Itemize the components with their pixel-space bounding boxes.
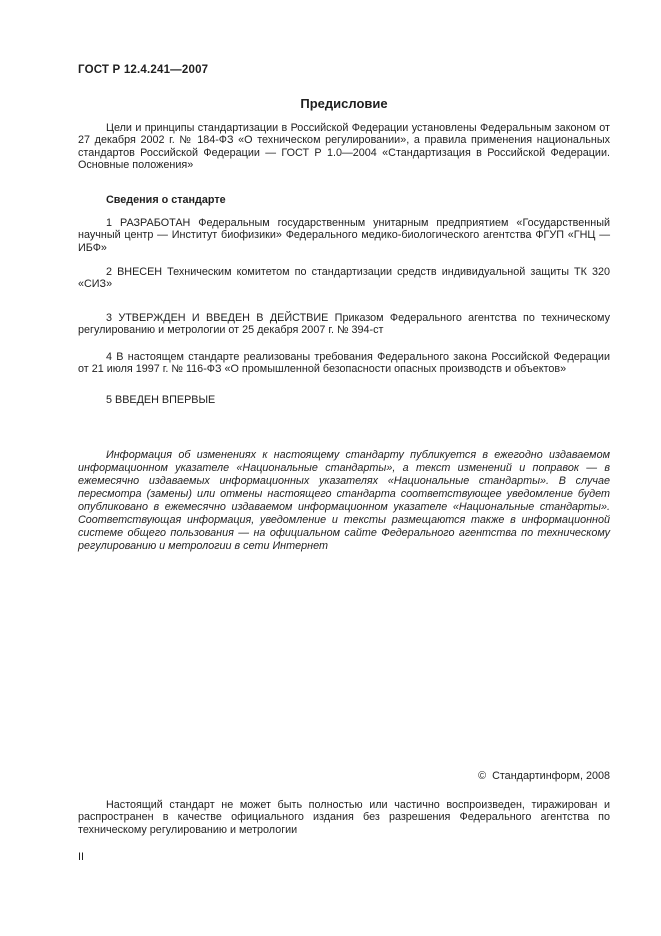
reproduction-notice: Настоящий стандарт не может быть полностью или частично воспроизведен, тиражирован и распространен в качестве официального издания без разрешения Федерального агентства по техническому регулированию и метрологии	[78, 799, 610, 836]
page-number: II	[78, 851, 84, 863]
amendments-note: Информация об изменениях к настоящему стандарту публикуется в ежегодно издаваемом информационном указателе «Национальные стандарты», а текст изменений и поправок — в ежемесячно издаваемых информационных указателях «Национальные стандарты». В случае пересмотра (замены) или отмены настоящего стандарта соответствующее уведомление будет опубликовано в ежемесячно издаваемом информационном указателе «Национальные стандарты». Соответствующая информация, уведомление и тексты размещаются также в информационной системе общего пользования — на официальном сайте Федерального агентства по техническому регулированию и метрологии в сети Интернет	[78, 449, 610, 552]
standard-info-item-3: 3 УТВЕРЖДЕН И ВВЕДЕН В ДЕЙСТВИЕ Приказом Федерального агентства по техническому регулированию и метрологии от 25 декабря 2007 г. № 394-ст	[78, 312, 610, 337]
copyright-line: © Стандартинформ, 2008	[478, 770, 610, 782]
section-heading: Сведения о стандарте	[106, 194, 226, 206]
doc-code-header: ГОСТ Р 12.4.241—2007	[78, 64, 209, 76]
standard-info-item-2: 2 ВНЕСЕН Техническим комитетом по стандартизации средств индивидуальной защиты ТК 320 «СИЗ»	[78, 266, 610, 291]
standard-info-item-5: 5 ВВЕДЕН ВПЕРВЫЕ	[106, 394, 216, 406]
intro-paragraph: Цели и принципы стандартизации в Российской Федерации установлены Федеральным законом от 27 декабря 2002 г. № 184-ФЗ «О техническом регулировании», а правила применения национальных стандартов Российской Федерации — ГОСТ Р 1.0—2004 «Стандартизация в Российской Федерации. Основные положения»	[78, 122, 610, 172]
page-title: Предисловие	[300, 96, 388, 111]
standard-info-item-1: 1 РАЗРАБОТАН Федеральным государственным унитарным предприятием «Государственный научный центр — Институт биофизики» Федерального медико-биологического агентства ФГУП «ГНЦ — ИБФ»	[78, 217, 610, 254]
standard-info-item-4: 4 В настоящем стандарте реализованы требования Федерального закона Российской Федерации от 21 июля 1997 г. № 116-ФЗ «О промышленной безопасности опасных производств и объектов»	[78, 351, 610, 376]
